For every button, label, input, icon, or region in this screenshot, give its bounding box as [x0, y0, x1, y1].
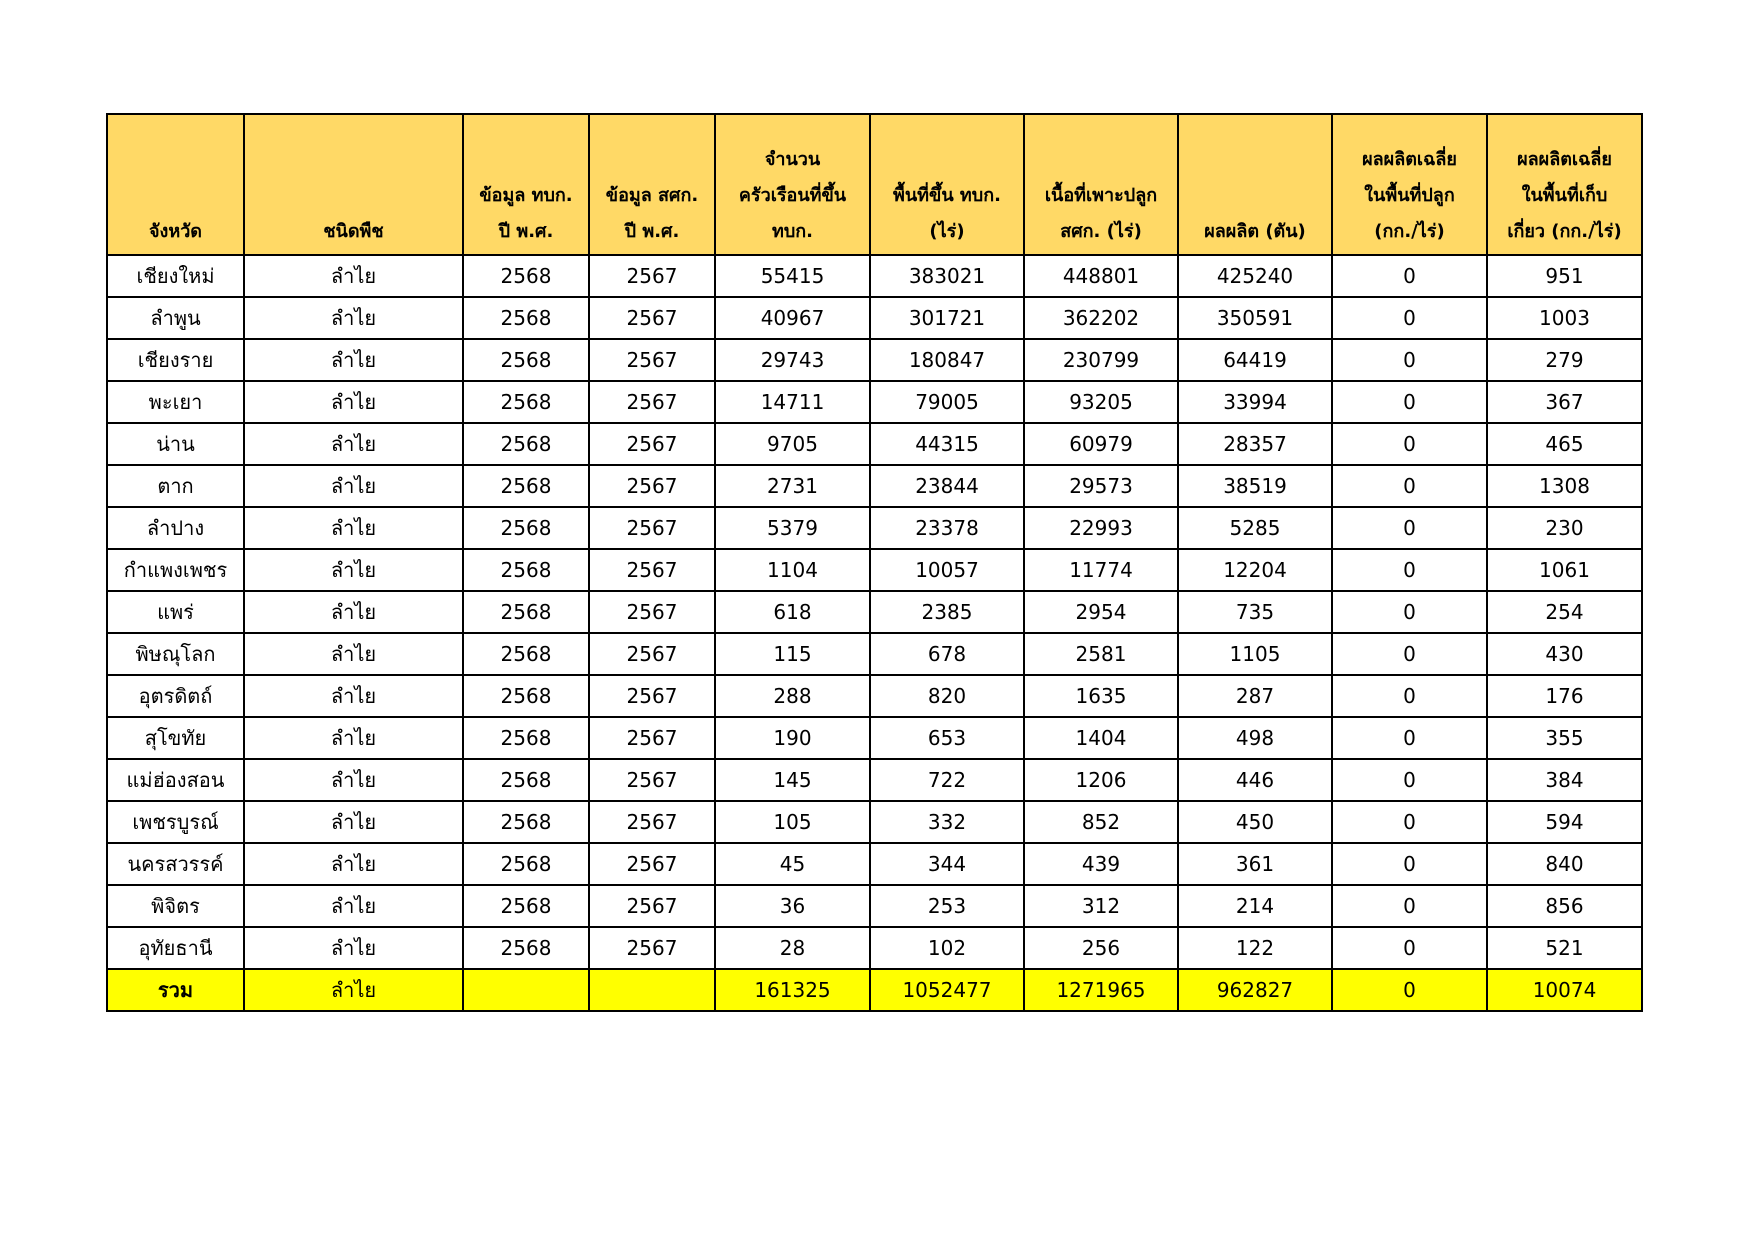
table-row [107, 339, 1642, 381]
header-line: ในพื้นที่เก็บ [1521, 185, 1608, 206]
planted-area-cell: 312 [1024, 885, 1178, 927]
crop-type-cell: ลำไย [244, 591, 463, 633]
province-cell: ตาก [107, 465, 244, 507]
registered-area-cell: 79005 [870, 381, 1024, 423]
dla-year-cell: 2568 [463, 843, 589, 885]
header-line: ผลผลิต (ตัน) [1204, 221, 1306, 242]
yield-planted-cell: 0 [1332, 297, 1487, 339]
registered-area-cell: 253 [870, 885, 1024, 927]
planted-area-cell: 230799 [1024, 339, 1178, 381]
header-line: ในพื้นที่ปลูก [1364, 185, 1455, 206]
households-cell: 55415 [715, 255, 870, 297]
oae-year-cell: 2567 [589, 297, 715, 339]
province-cell: เชียงราย [107, 339, 244, 381]
yield-harvested-cell: 1308 [1487, 465, 1642, 507]
production-cell: 446 [1178, 759, 1332, 801]
planted-area-cell: 2581 [1024, 633, 1178, 675]
total-planted-area-cell: 1271965 [1024, 969, 1178, 1011]
province-cell: น่าน [107, 423, 244, 465]
yield-harvested-cell: 465 [1487, 423, 1642, 465]
oae-year-cell: 2567 [589, 381, 715, 423]
dla-year-cell: 2568 [463, 633, 589, 675]
dla-year-cell: 2568 [463, 339, 589, 381]
oae-year-cell: 2567 [589, 255, 715, 297]
yield-harvested-cell: 176 [1487, 675, 1642, 717]
yield-planted-cell: 0 [1332, 801, 1487, 843]
header-line: ผลผลิตเฉลี่ย [1362, 149, 1457, 170]
households-cell: 105 [715, 801, 870, 843]
yield-harvested-cell: 1061 [1487, 549, 1642, 591]
header-line: ปี พ.ศ. [624, 221, 680, 242]
production-cell: 1105 [1178, 633, 1332, 675]
registered-area-cell: 678 [870, 633, 1024, 675]
oae-year-cell: 2567 [589, 465, 715, 507]
production-cell: 64419 [1178, 339, 1332, 381]
yield-harvested-cell: 230 [1487, 507, 1642, 549]
table-row [107, 381, 1642, 423]
households-cell: 45 [715, 843, 870, 885]
planted-area-cell: 448801 [1024, 255, 1178, 297]
total-label: รวม [107, 969, 244, 1011]
planted-area-cell: 11774 [1024, 549, 1178, 591]
header-yield-planted [1332, 114, 1487, 255]
table-row [107, 423, 1642, 465]
registered-area-cell: 344 [870, 843, 1024, 885]
province-cell: พิจิตร [107, 885, 244, 927]
production-cell: 287 [1178, 675, 1332, 717]
planted-area-cell: 852 [1024, 801, 1178, 843]
header-production [1178, 114, 1332, 255]
province-cell: ลำปาง [107, 507, 244, 549]
oae-year-cell: 2567 [589, 549, 715, 591]
header-province [107, 114, 244, 255]
crop-type-cell: ลำไย [244, 381, 463, 423]
planted-area-cell: 1206 [1024, 759, 1178, 801]
yield-planted-cell: 0 [1332, 549, 1487, 591]
province-cell: อุตรดิตถ์ [107, 675, 244, 717]
total-oae-year-cell [589, 969, 715, 1011]
header-dla-year [463, 114, 589, 255]
registered-area-cell: 332 [870, 801, 1024, 843]
longan-production-table [106, 113, 1643, 1012]
total-dla-year-cell [463, 969, 589, 1011]
oae-year-cell: 2567 [589, 423, 715, 465]
table-row [107, 927, 1642, 969]
province-cell: แพร่ [107, 591, 244, 633]
households-cell: 115 [715, 633, 870, 675]
oae-year-cell: 2567 [589, 927, 715, 969]
province-cell: พะเยา [107, 381, 244, 423]
planted-area-cell: 1404 [1024, 717, 1178, 759]
header-line: (ไร่) [929, 221, 965, 242]
oae-year-cell: 2567 [589, 759, 715, 801]
header-line: (กก./ไร่) [1374, 221, 1445, 242]
planted-area-cell: 22993 [1024, 507, 1178, 549]
dla-year-cell: 2568 [463, 255, 589, 297]
oae-year-cell: 2567 [589, 675, 715, 717]
header-registered-households [715, 114, 870, 255]
yield-planted-cell: 0 [1332, 423, 1487, 465]
header-line: จังหวัด [149, 221, 202, 242]
table-row [107, 465, 1642, 507]
crop-type-cell: ลำไย [244, 339, 463, 381]
header-yield-harvested [1487, 114, 1642, 255]
planted-area-cell: 1635 [1024, 675, 1178, 717]
households-cell: 36 [715, 885, 870, 927]
households-cell: 618 [715, 591, 870, 633]
households-cell: 5379 [715, 507, 870, 549]
oae-year-cell: 2567 [589, 591, 715, 633]
yield-harvested-cell: 384 [1487, 759, 1642, 801]
crop-type-cell: ลำไย [244, 759, 463, 801]
yield-harvested-cell: 367 [1487, 381, 1642, 423]
dla-year-cell: 2568 [463, 381, 589, 423]
province-cell: พิษณุโลก [107, 633, 244, 675]
crop-type-cell: ลำไย [244, 927, 463, 969]
table-row [107, 843, 1642, 885]
crop-type-cell: ลำไย [244, 549, 463, 591]
table-row [107, 507, 1642, 549]
oae-year-cell: 2567 [589, 633, 715, 675]
yield-planted-cell: 0 [1332, 759, 1487, 801]
dla-year-cell: 2568 [463, 297, 589, 339]
households-cell: 14711 [715, 381, 870, 423]
dla-year-cell: 2568 [463, 507, 589, 549]
production-cell: 214 [1178, 885, 1332, 927]
households-cell: 190 [715, 717, 870, 759]
households-cell: 9705 [715, 423, 870, 465]
yield-harvested-cell: 594 [1487, 801, 1642, 843]
dla-year-cell: 2568 [463, 423, 589, 465]
crop-type-cell: ลำไย [244, 717, 463, 759]
table-row [107, 591, 1642, 633]
production-cell: 498 [1178, 717, 1332, 759]
yield-planted-cell: 0 [1332, 339, 1487, 381]
header-line: จำนวน [764, 149, 821, 170]
header-oae-year [589, 114, 715, 255]
planted-area-cell: 93205 [1024, 381, 1178, 423]
total-registered-area-cell: 1052477 [870, 969, 1024, 1011]
registered-area-cell: 722 [870, 759, 1024, 801]
province-cell: นครสวรรค์ [107, 843, 244, 885]
yield-harvested-cell: 279 [1487, 339, 1642, 381]
production-cell: 33994 [1178, 381, 1332, 423]
yield-harvested-cell: 430 [1487, 633, 1642, 675]
yield-planted-cell: 0 [1332, 885, 1487, 927]
registered-area-cell: 2385 [870, 591, 1024, 633]
crop-type-cell: ลำไย [244, 801, 463, 843]
crop-type-cell: ลำไย [244, 507, 463, 549]
dla-year-cell: 2568 [463, 549, 589, 591]
yield-planted-cell: 0 [1332, 465, 1487, 507]
table-row [107, 255, 1642, 297]
households-cell: 28 [715, 927, 870, 969]
production-cell: 350591 [1178, 297, 1332, 339]
table-row [107, 759, 1642, 801]
total-households-cell: 161325 [715, 969, 870, 1011]
production-cell: 735 [1178, 591, 1332, 633]
oae-year-cell: 2567 [589, 717, 715, 759]
yield-harvested-cell: 521 [1487, 927, 1642, 969]
oae-year-cell: 2567 [589, 885, 715, 927]
registered-area-cell: 180847 [870, 339, 1024, 381]
crop-type-cell: ลำไย [244, 633, 463, 675]
production-cell: 450 [1178, 801, 1332, 843]
production-cell: 425240 [1178, 255, 1332, 297]
dla-year-cell: 2568 [463, 885, 589, 927]
crop-type-cell: ลำไย [244, 297, 463, 339]
registered-area-cell: 44315 [870, 423, 1024, 465]
registered-area-cell: 10057 [870, 549, 1024, 591]
yield-planted-cell: 0 [1332, 507, 1487, 549]
yield-planted-cell: 0 [1332, 843, 1487, 885]
households-cell: 145 [715, 759, 870, 801]
yield-planted-cell: 0 [1332, 717, 1487, 759]
planted-area-cell: 256 [1024, 927, 1178, 969]
oae-year-cell: 2567 [589, 843, 715, 885]
header-registered-area [870, 114, 1024, 255]
production-cell: 28357 [1178, 423, 1332, 465]
table-body [107, 255, 1642, 1011]
province-cell: เชียงใหม่ [107, 255, 244, 297]
province-cell: กำแพงเพชร [107, 549, 244, 591]
registered-area-cell: 820 [870, 675, 1024, 717]
oae-year-cell: 2567 [589, 339, 715, 381]
production-cell: 122 [1178, 927, 1332, 969]
yield-harvested-cell: 856 [1487, 885, 1642, 927]
header-line: เนื้อที่เพาะปลูก [1044, 185, 1158, 206]
province-cell: อุทัยธานี [107, 927, 244, 969]
yield-harvested-cell: 355 [1487, 717, 1642, 759]
header-line: เกี่ยว (กก./ไร่) [1507, 221, 1622, 242]
total-row [107, 969, 1642, 1011]
total-production-cell: 962827 [1178, 969, 1332, 1011]
header-line: สศก. (ไร่) [1060, 221, 1142, 242]
crop-type-cell: ลำไย [244, 885, 463, 927]
header-row [107, 114, 1642, 255]
table-row [107, 801, 1642, 843]
yield-harvested-cell: 951 [1487, 255, 1642, 297]
registered-area-cell: 383021 [870, 255, 1024, 297]
planted-area-cell: 362202 [1024, 297, 1178, 339]
total-yield-harvested-cell: 10074 [1487, 969, 1642, 1011]
households-cell: 288 [715, 675, 870, 717]
yield-planted-cell: 0 [1332, 927, 1487, 969]
crop-type-cell: ลำไย [244, 843, 463, 885]
registered-area-cell: 653 [870, 717, 1024, 759]
dla-year-cell: 2568 [463, 465, 589, 507]
crop-type-cell: ลำไย [244, 423, 463, 465]
registered-area-cell: 301721 [870, 297, 1024, 339]
yield-planted-cell: 0 [1332, 255, 1487, 297]
spreadsheet-page [106, 113, 1643, 1012]
registered-area-cell: 102 [870, 927, 1024, 969]
crop-type-cell: ลำไย [244, 675, 463, 717]
dla-year-cell: 2568 [463, 591, 589, 633]
planted-area-cell: 60979 [1024, 423, 1178, 465]
crop-type-cell: ลำไย [244, 255, 463, 297]
table-row [107, 297, 1642, 339]
planted-area-cell: 29573 [1024, 465, 1178, 507]
header-planted-area [1024, 114, 1178, 255]
dla-year-cell: 2568 [463, 801, 589, 843]
table-row [107, 549, 1642, 591]
table-row [107, 675, 1642, 717]
planted-area-cell: 2954 [1024, 591, 1178, 633]
header-line: ข้อมูล ทบก. [479, 185, 573, 206]
registered-area-cell: 23378 [870, 507, 1024, 549]
oae-year-cell: 2567 [589, 801, 715, 843]
dla-year-cell: 2568 [463, 759, 589, 801]
crop-type-cell: ลำไย [244, 465, 463, 507]
yield-planted-cell: 0 [1332, 381, 1487, 423]
planted-area-cell: 439 [1024, 843, 1178, 885]
province-cell: แม่ฮ่องสอน [107, 759, 244, 801]
header-line: ทบก. [771, 221, 814, 242]
yield-harvested-cell: 840 [1487, 843, 1642, 885]
production-cell: 12204 [1178, 549, 1332, 591]
header-crop-type [244, 114, 463, 255]
yield-planted-cell: 0 [1332, 633, 1487, 675]
households-cell: 40967 [715, 297, 870, 339]
table-row [107, 885, 1642, 927]
province-cell: เพชรบูรณ์ [107, 801, 244, 843]
header-line: ชนิดพืช [323, 221, 384, 242]
households-cell: 1104 [715, 549, 870, 591]
yield-planted-cell: 0 [1332, 675, 1487, 717]
header-line: ปี พ.ศ. [498, 221, 554, 242]
header-line: พื้นที่ขึ้น ทบก. [893, 185, 1001, 206]
yield-planted-cell: 0 [1332, 591, 1487, 633]
province-cell: ลำพูน [107, 297, 244, 339]
production-cell: 361 [1178, 843, 1332, 885]
production-cell: 38519 [1178, 465, 1332, 507]
table-row [107, 717, 1642, 759]
registered-area-cell: 23844 [870, 465, 1024, 507]
oae-year-cell: 2567 [589, 507, 715, 549]
dla-year-cell: 2568 [463, 927, 589, 969]
production-cell: 5285 [1178, 507, 1332, 549]
province-cell: สุโขทัย [107, 717, 244, 759]
households-cell: 29743 [715, 339, 870, 381]
households-cell: 2731 [715, 465, 870, 507]
total-crop-type-cell: ลำไย [244, 969, 463, 1011]
header-line: ผลผลิตเฉลี่ย [1517, 149, 1612, 170]
header-line: ข้อมูล สศก. [605, 185, 699, 206]
yield-harvested-cell: 1003 [1487, 297, 1642, 339]
table-row [107, 633, 1642, 675]
yield-harvested-cell: 254 [1487, 591, 1642, 633]
header-line: ครัวเรือนที่ขึ้น [738, 185, 847, 206]
dla-year-cell: 2568 [463, 675, 589, 717]
total-yield-planted-cell: 0 [1332, 969, 1487, 1011]
dla-year-cell: 2568 [463, 717, 589, 759]
